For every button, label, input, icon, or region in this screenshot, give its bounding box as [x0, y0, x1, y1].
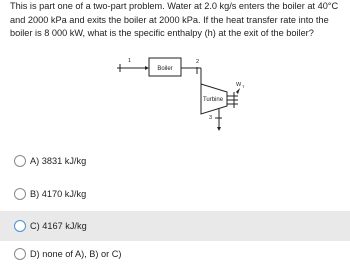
work-subscript: T	[242, 84, 245, 89]
work-label: W	[236, 82, 242, 88]
radio-c[interactable]	[14, 220, 26, 232]
state-3-label: 3	[209, 115, 213, 121]
radio-d[interactable]	[14, 248, 26, 260]
option-c-label: C) 4167 kJ/kg	[30, 221, 87, 231]
option-c[interactable]	[0, 211, 350, 241]
inlet-arrow	[145, 66, 149, 70]
work-arrow	[236, 88, 240, 94]
radio-b[interactable]	[14, 188, 26, 200]
exit-arrow	[217, 127, 221, 131]
option-b-label: B) 4170 kJ/kg	[30, 189, 87, 199]
option-a-label: A) 3831 kJ/kg	[30, 156, 87, 166]
option-b[interactable]	[0, 180, 350, 208]
question-text: This is part one of a two-part problem. Water at 2.0 kg/s enters the boiler at 40°C and 2000 kPa and exits the boiler at 2000 kPa. If the heat transfer rate into the boiler is 8 000 kW, what is the specific enthalpy (h) at the exit of the boiler?	[10, 1, 339, 38]
option-d[interactable]	[0, 243, 350, 265]
turbine-label: Turbine	[202, 97, 224, 103]
state-2-label: 2	[196, 59, 200, 65]
option-d-label: D) none of A), B) or C)	[30, 249, 122, 259]
radio-a[interactable]	[14, 155, 26, 167]
boiler-label: Boiler	[157, 66, 173, 72]
option-a[interactable]	[0, 147, 350, 175]
state-1-label: 1	[128, 58, 132, 64]
